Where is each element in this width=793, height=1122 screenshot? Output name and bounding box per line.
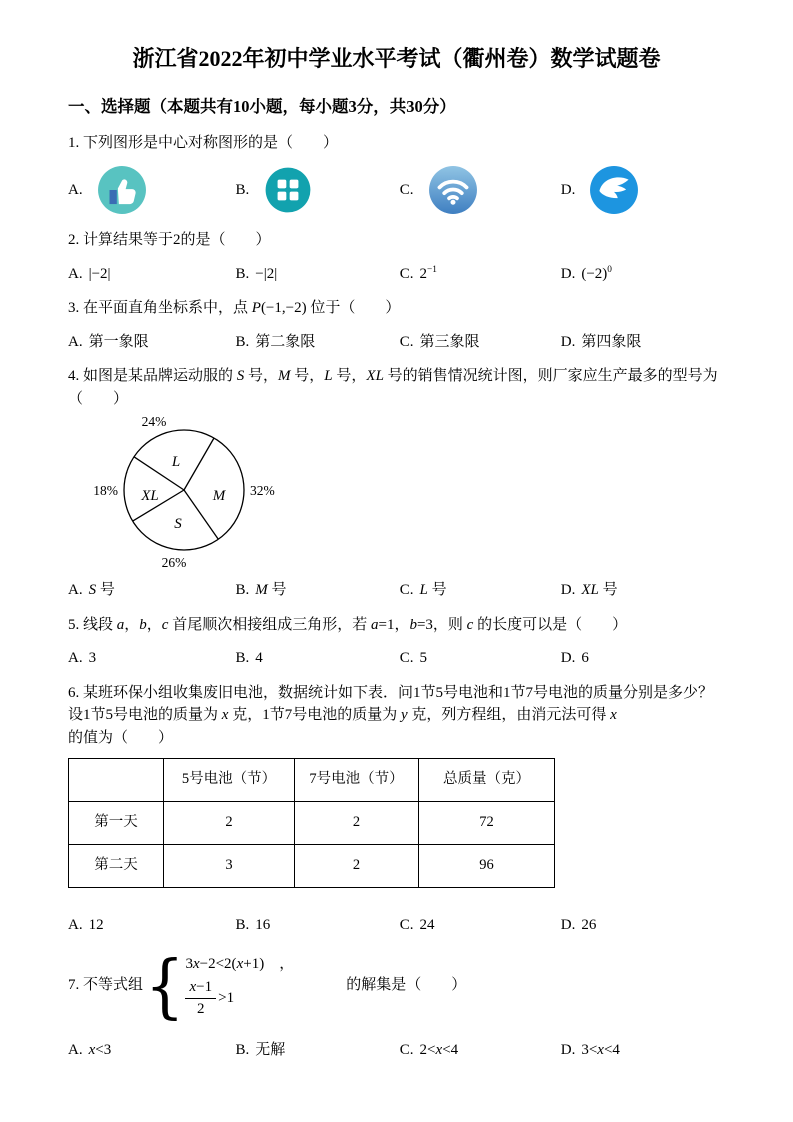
option-label: D. [560,333,576,350]
option-value: 6 [581,650,589,667]
section-heading: 一、选择题（本题共有10小题，每小题3分，共30分） [68,96,456,116]
option-label: C. [399,917,414,934]
option-value: 第三象限 [419,333,480,350]
pie-percent-label: 24% [141,414,167,430]
pie-slice-label-xl: XL [141,488,159,505]
wing-icon [589,165,639,215]
question-7 [68,944,725,1062]
option-value: S 号 [88,582,115,599]
option-d [561,331,725,354]
table-header-cell: 总质量（克） [419,759,555,802]
inequality-rhs: >1 [218,990,235,1007]
pie-slice-label-s: S [174,516,182,533]
options-row [68,163,725,217]
options-row [68,647,725,670]
option-b [236,647,400,670]
pie-slice-label-l: L [171,454,181,471]
option-d [561,647,725,670]
option-label: D. [560,582,576,599]
option-label: B. [235,265,250,282]
question-stem: 5. 线段 a，b，c 首尾顺次相接组成三角形，若 a=1，b=3，则 c 的长度可以是（ ） [68,616,628,633]
brace-symbol: { [145,944,185,1026]
question-5 [68,614,725,670]
question-stem [68,944,725,1026]
inequality-system [185,953,294,1019]
option-label: B. [235,917,250,934]
option-a [68,579,236,602]
option-label: A. [68,917,83,934]
battery-table [68,758,555,888]
option-d [561,579,725,602]
question-4 [68,365,725,602]
option-value: 26 [581,917,597,934]
grid-icon [263,165,313,215]
option-d [561,1039,725,1062]
option-label: A. [68,333,83,350]
option-label: B. [235,333,250,350]
pie-percent-label: 18% [93,483,118,499]
table-cell: 72 [419,802,555,845]
question-stem: 2. 计算结果等于2的是（ ） [68,232,271,249]
option-label: C. [399,1041,414,1058]
question-1 [68,132,725,218]
question-stem: 1. 下列图形是中心对称图形的是（ ） [68,134,339,151]
option-value: M 号 [255,582,287,599]
option-c [400,163,561,217]
option-value: 12 [88,917,104,934]
options-row [68,331,725,354]
option-value: 2<x<4 [419,1041,459,1058]
fraction-denominator: 2 [197,1000,205,1017]
option-c [400,1039,561,1062]
option-c [400,579,561,602]
exam-title: 浙江省2022年初中学业水平考试（衢州卷）数学试题卷 [132,46,661,71]
question-stem: 4. 如图是某品牌运动服的 S 号，M 号，L 号，XL 号的销售情况统计图，则厂家应生产最多的型号为（ ） [68,368,718,407]
option-value: $(-2)^0$ [581,264,612,282]
option-c [400,647,561,670]
q7-suffix: 的解集是（ ） [346,977,467,994]
table-header-cell: 7号电池（节） [295,759,419,802]
option-label: D. [560,265,576,282]
option-value: 第一象限 [88,333,149,350]
option-value: 16 [255,917,271,934]
fraction-numerator: x−1 [185,978,216,999]
option-a [68,331,236,354]
option-label: B. [235,1041,250,1058]
option-b [236,263,400,286]
table-row [69,845,555,888]
option-value: L 号 [419,582,447,599]
option-c [400,263,561,286]
table-cell: 2 [295,802,419,845]
option-label: D. [560,917,576,934]
q7-prefix: 7. 不等式组 [68,977,144,994]
table-cell: 96 [419,845,555,888]
question-stem: 6. 某班环保小组收集废旧电池，数据统计如下表．问1节5号电池和1节7号电池的质量分别是多少？设1节5号电池的质量为 x 克，1节7号电池的质量为 y 克，列方程组，由消元法可得 x 的值为（ ） [68,684,714,746]
table-header-row [69,759,555,802]
option-label: C. [399,265,414,282]
option-value: x<3 [88,1041,112,1058]
table-header-cell: 5号电池（节） [164,759,295,802]
option-value: XL 号 [581,582,618,599]
option-d [561,163,725,217]
option-label: C. [399,181,414,198]
inequality-line-2 [185,978,294,1019]
question-3 [68,297,725,353]
table-row [69,802,555,845]
option-label: D. [560,1041,576,1058]
pie-chart-container [78,414,290,572]
options-row [68,263,725,286]
inequality-line-1: 3 x −2<2( x +1) ， [185,955,295,972]
option-b [236,331,400,354]
option-value: $2^{-1}$ [419,264,437,282]
option-a [68,647,236,670]
question-stem: 3. 在平面直角坐标系中，点 P(−1,−2) 位于（ ） [68,300,401,317]
option-value: 3<x<4 [581,1041,620,1058]
option-b [236,579,400,602]
table-cell: 2 [295,845,419,888]
table-cell: 2 [164,802,295,845]
option-label: C. [399,333,414,350]
table-cell: 第一天 [69,802,164,845]
option-label: A. [68,265,83,282]
option-value: 无解 [255,1041,286,1058]
option-b [236,1039,400,1062]
option-label: C. [399,650,414,667]
option-value: 5 [419,650,428,667]
question-6 [68,682,725,937]
option-a [68,263,236,286]
option-b [236,163,400,217]
option-a [68,163,236,217]
wifi-icon [428,165,478,215]
option-label: B. [235,181,250,198]
question-2 [68,229,725,285]
option-a [68,914,236,937]
option-value: 第四象限 [581,333,642,350]
options-row [68,914,725,937]
option-value: |−2| [88,265,111,282]
option-label: A. [68,650,83,667]
pie-slice-label-m: M [212,488,226,505]
option-a [68,1039,236,1062]
option-c [400,331,561,354]
option-label: C. [399,582,414,599]
table-header-cell [69,759,164,802]
thumbs-up-icon [97,165,147,215]
option-value: 3 [88,650,97,667]
option-value: 4 [255,650,263,667]
option-value: 第二象限 [255,333,316,350]
option-value: 24 [419,917,435,934]
options-row [68,579,725,602]
option-d [561,914,725,937]
pie-percent-label: 32% [250,483,275,499]
option-value: −|2| [255,265,278,282]
option-b [236,914,400,937]
fraction [185,978,216,1019]
option-label: B. [235,582,250,599]
option-d [561,263,725,286]
pie-percent-label: 26% [161,555,187,571]
table-cell: 3 [164,845,295,888]
options-row [68,1039,725,1062]
option-c [400,914,561,937]
table-cell: 第二天 [69,845,164,888]
option-label: A. [68,582,83,599]
option-label: A. [68,181,83,198]
option-label: B. [235,650,250,667]
option-label: D. [560,181,576,198]
option-label: A. [68,1041,83,1058]
option-label: D. [560,650,576,667]
pie-chart [78,414,290,572]
